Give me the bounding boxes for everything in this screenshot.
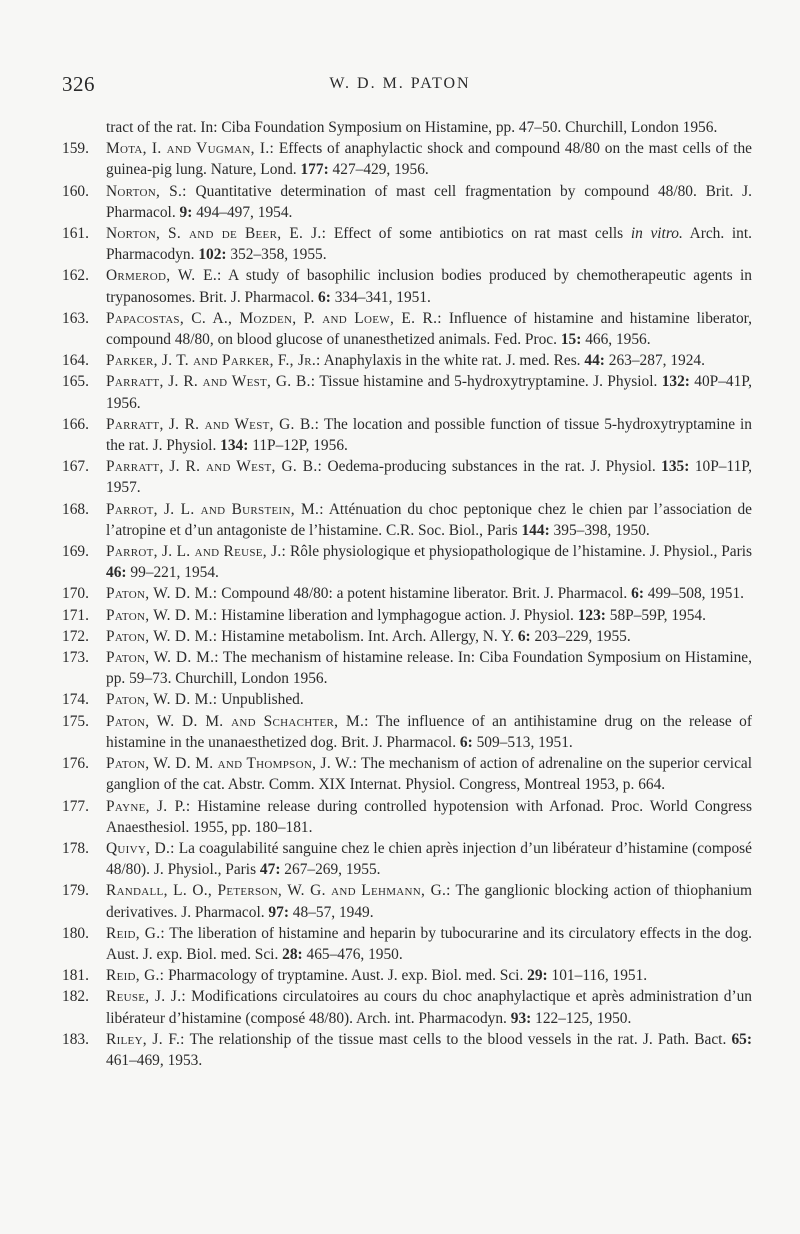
reference-number: 182.	[62, 988, 89, 1006]
reference-pages: 40P–41P, 1956.	[106, 373, 753, 412]
reference-entry	[62, 838, 752, 880]
reference-entry	[62, 265, 752, 307]
reference-number: 172.	[62, 627, 89, 645]
reference-text	[106, 753, 752, 795]
reference-text	[106, 626, 752, 647]
reference-text	[106, 117, 752, 138]
running-head: W. D. M. PATON	[329, 75, 471, 92]
reference-italic: in vitro.	[630, 225, 683, 243]
reference-list	[62, 117, 752, 1071]
reference-authors: Norton, S.:	[106, 182, 187, 200]
reference-volume: 144:	[521, 521, 550, 539]
reference-text	[106, 1029, 752, 1071]
reference-entry	[62, 138, 752, 180]
reference-pages: 499–508, 1951.	[643, 585, 744, 603]
reference-authors: Parrot, J. L. and Burstein, M.:	[106, 500, 324, 518]
reference-title: Tissue histamine and 5-hydroxytryptamine. J. Physiol.	[315, 373, 662, 391]
reference-number: 175.	[62, 712, 89, 730]
reference-number: 170.	[62, 585, 89, 603]
reference-title: The relationship of the tissue mast cells to the blood vessels in the rat. J. Path. Bact.	[184, 1030, 732, 1048]
reference-entry	[62, 223, 752, 265]
reference-pages: 10P–11P, 1957.	[106, 458, 753, 497]
reference-number: 177.	[62, 797, 89, 815]
reference-text	[106, 965, 752, 986]
reference-pages: 494–497, 1954.	[192, 203, 293, 221]
reference-pages: 395–398, 1950.	[549, 521, 650, 539]
reference-authors: Reid, G.:	[106, 967, 165, 985]
reference-authors: Parratt, J. R. and West, G. B.:	[106, 373, 316, 391]
reference-text	[106, 986, 752, 1028]
reference-entry	[62, 753, 752, 795]
reference-title: Quantitative determination of mast cell fragmentation by compound 48/80. Brit. J. Pharmacol.	[106, 182, 753, 221]
reference-text	[106, 308, 752, 350]
page-header	[62, 72, 738, 102]
reference-entry	[62, 923, 752, 965]
reference-pages: 48–57, 1949.	[288, 903, 374, 921]
reference-title: Anaphylaxis in the white rat. J. med. Res.	[320, 352, 585, 370]
reference-volume: 47:	[259, 861, 281, 879]
reference-title: Histamine release during controlled hypotension with Arfonad. Proc. World Congress Anaesthesiol. 1955, pp. 180–181.	[106, 797, 752, 836]
reference-entry	[62, 986, 752, 1028]
reference-volume: 6:	[459, 733, 473, 751]
reference-number: 169.	[62, 543, 89, 561]
reference-text	[106, 456, 752, 498]
reference-volume: 6:	[318, 288, 331, 306]
reference-pages: 122–125, 1950.	[531, 1009, 632, 1027]
reference-pages: 263–287, 1924.	[604, 352, 705, 370]
reference-authors: Mota, I. and Vugman, I.:	[106, 140, 275, 158]
reference-text	[106, 923, 752, 965]
reference-authors: Paton, W. D. M. and Thompson, J. W.:	[106, 755, 358, 773]
reference-title: Histamine metabolism. Int. Arch. Allergy, N. Y.	[217, 627, 518, 645]
reference-title: Unpublished.	[217, 691, 304, 709]
reference-volume: 28:	[282, 945, 303, 963]
reference-entry	[62, 796, 752, 838]
reference-entry	[62, 647, 752, 689]
reference-volume: 15:	[560, 331, 582, 349]
reference-title: Effect of some antibiotics on rat mast cells	[326, 225, 631, 243]
reference-pages: 101–116, 1951.	[547, 967, 648, 985]
reference-authors: Ormerod, W. E.:	[106, 267, 222, 285]
reference-text	[106, 711, 752, 753]
reference-title: Atténuation du choc peptonique chez le chien par l’association de l’atropine et d’un antagoniste de l’histamine. C.R. Soc. Biol., Paris	[106, 500, 752, 539]
reference-entry	[62, 689, 752, 710]
reference-text	[106, 605, 752, 626]
reference-text	[106, 181, 752, 223]
reference-entry	[62, 605, 752, 626]
reference-authors: Reid, G.:	[106, 924, 165, 942]
reference-title: Effects of anaphylactic shock and compound 48/80 on the mast cells of the guinea-pig lung. Nature, Lond.	[106, 140, 752, 179]
reference-title: La coagulabilité sanguine chez le chien après injection d’un libérateur d’histamine (composé 48/80). J. Physiol., Paris	[106, 839, 752, 879]
reference-entry	[62, 583, 752, 604]
reference-journal: Arch. int. Pharmacodyn.	[106, 225, 752, 264]
reference-volume: 65:	[731, 1030, 753, 1048]
reference-volume: 123:	[577, 606, 606, 624]
reference-authors: Norton, S. and de Beer, E. J.:	[106, 225, 327, 243]
reference-pages: 58P–59P, 1954.	[605, 606, 706, 624]
reference-authors: Reuse, J. J.:	[106, 988, 186, 1006]
reference-text	[106, 371, 752, 413]
reference-entry	[62, 626, 752, 647]
reference-pages: 465–476, 1950.	[302, 945, 403, 963]
reference-authors: Payne, J. P.:	[106, 797, 191, 815]
reference-volume: 44:	[584, 352, 605, 370]
page-number: 326	[62, 72, 95, 96]
reference-pages: 99–221, 1954.	[126, 564, 219, 582]
reference-text	[106, 414, 752, 456]
reference-title: Oedema-producing substances in the rat. J. Physiol.	[322, 458, 662, 476]
reference-volume: 46:	[106, 564, 127, 582]
reference-entry	[62, 350, 752, 371]
reference-volume: 132:	[661, 373, 690, 391]
reference-entry	[62, 1029, 752, 1071]
reference-pages: 427–429, 1956.	[328, 161, 429, 179]
reference-number: 168.	[62, 500, 89, 518]
reference-number: 165.	[62, 373, 89, 391]
reference-authors: Paton, W. D. M.:	[106, 691, 218, 709]
reference-pages: 466, 1956.	[581, 331, 651, 349]
reference-volume: 6:	[631, 585, 644, 603]
reference-title: The ganglionic blocking action of thiophanium derivatives. J. Pharmacol.	[106, 882, 752, 921]
reference-title: Histamine liberation and lymphagogue action. J. Physiol.	[217, 606, 578, 624]
reference-title: Influence of histamine and histamine liberator, compound 48/80, on blood glucose of unanesthetized animals. Fed. Proc.	[106, 309, 753, 349]
reference-entry	[62, 456, 752, 498]
reference-text	[106, 350, 752, 371]
reference-title: tract of the rat. In: Ciba Foundation Symposium on Histamine, pp. 47–50. Churchill, London 1956.	[106, 119, 718, 136]
reference-entry	[62, 414, 752, 456]
reference-title: Compound 48/80: a potent histamine liberator. Brit. J. Pharmacol.	[217, 585, 632, 603]
reference-authors: Papacostas, C. A., Mozden, P. and Loew, E. R.:	[106, 309, 442, 327]
reference-number: 161.	[62, 225, 89, 243]
reference-title: A study of basophilic inclusion bodies produced by chemotherapeutic agents in trypanosomes. Brit. J. Pharmacol.	[106, 267, 752, 306]
reference-entry	[62, 499, 752, 541]
reference-number: 178.	[62, 839, 89, 857]
reference-number: 166.	[62, 415, 89, 433]
reference-volume: 102:	[198, 246, 227, 264]
reference-volume: 29:	[527, 967, 548, 985]
reference-volume: 9:	[179, 203, 193, 221]
reference-authors: Quivy, D.:	[106, 839, 175, 857]
reference-number: 180.	[62, 924, 89, 942]
reference-title: Rôle physiologique et physiopathologique de l’histamine. J. Physiol., Paris	[286, 543, 752, 561]
reference-number: 174.	[62, 691, 89, 709]
reference-title: The influence of an antihistamine drug on the release of histamine in the unanaesthetized dog. Brit. J. Pharmacol.	[106, 712, 752, 751]
reference-pages: 267–269, 1955.	[280, 861, 381, 879]
reference-volume: 97:	[268, 903, 289, 921]
reference-authors: Paton, W. D. M. and Schachter, M.:	[106, 712, 369, 730]
reference-authors: Parratt, J. R. and West, G. B.:	[106, 458, 323, 476]
reference-authors: Paton, W. D. M.:	[106, 627, 218, 645]
reference-title: Modifications circulatoires au cours du choc anaphylactique et après administration d’un libérateur d’histamine (composé 48/80). Arch. int. Pharmacodyn.	[106, 988, 752, 1027]
reference-number: 167.	[62, 458, 89, 476]
reference-authors: Paton, W. D. M.:	[106, 606, 218, 624]
reference-title: The location and possible function of tissue 5-hydroxytryptamine in the rat. J. Physiol.	[106, 415, 752, 455]
reference-number: 176.	[62, 755, 89, 773]
reference-entry	[62, 117, 752, 138]
reference-text	[106, 265, 752, 307]
reference-text	[106, 880, 752, 922]
reference-number: 164.	[62, 352, 89, 370]
reference-pages: 461–469, 1953.	[106, 1051, 203, 1069]
reference-entry	[62, 308, 752, 350]
reference-text	[106, 541, 752, 583]
reference-text	[106, 583, 752, 604]
reference-number: 162.	[62, 267, 89, 285]
reference-text	[106, 499, 752, 541]
reference-entry	[62, 965, 752, 986]
reference-title: The mechanism of histamine release. In: Ciba Foundation Symposium on Histamine, pp. 59–73. Churchill, London 1956.	[106, 649, 752, 688]
reference-pages: 334–341, 1951.	[330, 288, 431, 306]
reference-title: The mechanism of action of adrenaline on the superior cervical ganglion of the cat. Abstr. Comm. XIX Internat. Physiol. Congress, Montreal 1953, p. 664.	[106, 755, 753, 794]
reference-number	[62, 117, 106, 138]
reference-text	[106, 647, 752, 689]
reference-entry	[62, 541, 752, 583]
reference-entry	[62, 181, 752, 223]
reference-text	[106, 223, 752, 265]
reference-text	[106, 796, 752, 838]
reference-number: 179.	[62, 882, 89, 900]
reference-title: The liberation of histamine and heparin by tubocurarine and its circulatory effects in the dog. Aust. J. exp. Biol. med. Sci.	[106, 924, 752, 963]
reference-number: 159.	[62, 140, 89, 158]
reference-number: 163.	[62, 309, 89, 327]
reference-number: 160.	[62, 182, 89, 200]
reference-authors: Parratt, J. R. and West, G. B.:	[106, 415, 320, 433]
reference-authors: Paton, W. D. M.:	[106, 585, 218, 603]
reference-entry	[62, 711, 752, 753]
reference-number: 183.	[62, 1030, 89, 1048]
reference-entry	[62, 371, 752, 413]
reference-pages: 203–229, 1955.	[530, 627, 631, 645]
reference-number: 171.	[62, 606, 89, 624]
reference-text	[106, 138, 752, 180]
reference-number: 181.	[62, 967, 89, 985]
reference-authors: Parrot, J. L. and Reuse, J.:	[106, 543, 287, 561]
reference-pages: 509–513, 1951.	[472, 733, 573, 751]
reference-volume: 177:	[300, 161, 329, 179]
reference-volume: 93:	[510, 1009, 532, 1027]
reference-volume: 135:	[661, 458, 690, 476]
reference-authors: Paton, W. D. M.:	[106, 649, 219, 667]
reference-number: 173.	[62, 649, 89, 667]
reference-pages: 11P–12P, 1956.	[248, 437, 348, 455]
reference-text	[106, 838, 752, 880]
reference-volume: 6:	[517, 627, 531, 645]
reference-entry	[62, 880, 752, 922]
reference-text	[106, 689, 752, 710]
reference-pages: 352–358, 1955.	[226, 246, 327, 264]
reference-authors: Randall, L. O., Peterson, W. G. and Lehmann, G.:	[106, 882, 451, 900]
reference-authors: Riley, J. F.:	[106, 1030, 185, 1048]
reference-volume: 134:	[220, 437, 249, 455]
reference-title: Pharmacology of tryptamine. Aust. J. exp. Biol. med. Sci.	[164, 967, 528, 985]
reference-authors: Parker, J. T. and Parker, F., Jr.:	[106, 352, 321, 370]
